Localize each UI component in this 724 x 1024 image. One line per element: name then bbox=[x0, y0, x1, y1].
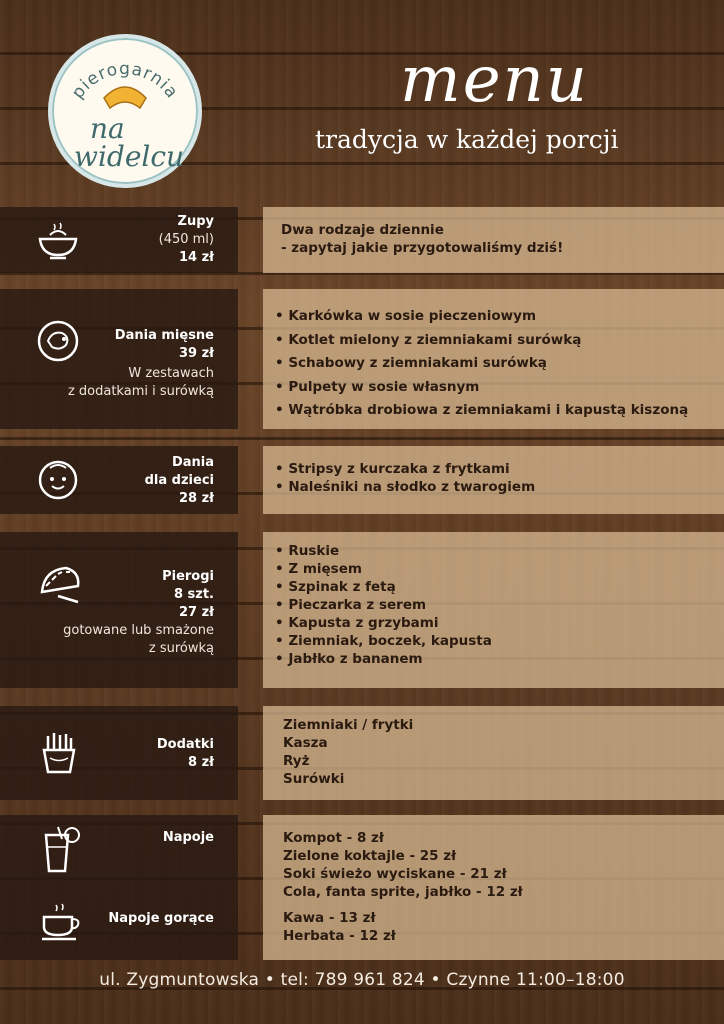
category-zupy bbox=[14, 213, 214, 267]
category-price: 27 zł bbox=[178, 605, 214, 620]
category-dzieci bbox=[14, 454, 214, 508]
item-list-dodatki bbox=[283, 716, 413, 788]
list-item: Soki świeżo wyciskane - 21 zł bbox=[283, 866, 507, 882]
list-item: Kasza bbox=[283, 735, 328, 751]
category-note: z dodatkami i surówką bbox=[67, 384, 214, 399]
list-item: • Szpinak z fetą bbox=[275, 579, 396, 595]
logo-dumpling-icon bbox=[104, 87, 146, 108]
category-napoje bbox=[14, 829, 214, 847]
category-price: 8 zł bbox=[188, 755, 214, 770]
category-price: 39 zł bbox=[178, 346, 214, 361]
section-label-panel-dzieci bbox=[0, 446, 238, 514]
list-item: • Ziemniak, boczek, kapusta bbox=[275, 633, 492, 649]
category-dodatki bbox=[14, 736, 214, 772]
logo-main-text-1: na bbox=[90, 112, 125, 145]
item-list-napoje bbox=[283, 829, 523, 901]
list-item: - zapytaj jakie przygotowaliśmy dziś! bbox=[281, 240, 564, 256]
list-item: • Naleśniki na słodko z twarogiem bbox=[275, 479, 536, 495]
section-label-panel-dodatki bbox=[0, 706, 238, 800]
list-item: Ziemniaki / frytki bbox=[283, 717, 414, 733]
logo-graphic bbox=[52, 38, 198, 184]
category-name: Pierogi bbox=[162, 569, 214, 584]
section-items-panel-pierogi bbox=[263, 532, 724, 688]
category-name: dla dzieci bbox=[144, 473, 214, 488]
list-item: Surówki bbox=[283, 771, 345, 787]
section-items-panel-napoje bbox=[263, 815, 724, 960]
category-portion: 8 szt. bbox=[173, 587, 214, 602]
list-item: Cola, fanta sprite, jabłko - 12 zł bbox=[283, 884, 523, 900]
footer-contact-info: ul. Zygmuntowska • tel: 789 961 824 • Czynne 11:00–18:00 bbox=[99, 970, 625, 990]
menu-title: menu bbox=[400, 43, 589, 117]
restaurant-logo bbox=[48, 34, 202, 188]
list-item: • Kapusta z grzybami bbox=[275, 615, 439, 631]
item-list-dania-miesne bbox=[275, 305, 688, 423]
list-item: • Wątróbka drobiowa z ziemniakami i kapustą kiszoną bbox=[275, 402, 689, 418]
section-label-panel-dania-miesne bbox=[0, 289, 238, 429]
list-item: • Pulpety w sosie własnym bbox=[275, 378, 480, 395]
list-item: Ryż bbox=[283, 753, 310, 769]
category-note: gotowane lub smażone bbox=[63, 623, 214, 638]
item-list-dzieci bbox=[275, 460, 535, 496]
category-note: z surówką bbox=[148, 641, 214, 656]
section-items-panel-dania-miesne bbox=[263, 289, 724, 429]
item-list-zupy bbox=[281, 221, 563, 257]
list-item: • Schabowy z ziemniakami surówką bbox=[275, 355, 547, 371]
list-item: Kawa - 13 zł bbox=[283, 910, 376, 926]
list-item: • Z mięsem bbox=[275, 561, 362, 577]
section-items-panel-dzieci bbox=[263, 446, 724, 514]
list-item: • Ruskie bbox=[275, 543, 340, 559]
category-name: Napoje bbox=[162, 830, 214, 845]
category-name: Napoje gorące bbox=[108, 911, 214, 926]
category-note: W zestawach bbox=[128, 366, 214, 381]
category-name: Dodatki bbox=[156, 737, 214, 752]
list-item: • Karkówka w sosie pieczeniowym bbox=[275, 308, 537, 324]
category-price: 14 zł bbox=[178, 250, 214, 265]
section-items-panel-dodatki bbox=[263, 706, 724, 800]
category-napoje-gorace bbox=[14, 910, 214, 928]
category-pierogi bbox=[14, 568, 214, 658]
list-item: • Stripsy z kurczaka z frytkami bbox=[275, 461, 510, 477]
category-name: Dania mięsne bbox=[114, 328, 214, 343]
logo-top-text: pierogarnia bbox=[67, 59, 183, 103]
list-item: Herbata - 12 zł bbox=[283, 928, 396, 944]
list-item: Zielone koktajle - 25 zł bbox=[283, 848, 457, 864]
category-price: 28 zł bbox=[178, 491, 214, 506]
list-item: • Jabłko z bananem bbox=[275, 651, 423, 667]
section-items-panel-zupy bbox=[263, 207, 724, 273]
category-name: Zupy bbox=[177, 214, 214, 229]
list-item: Kompot - 8 zł bbox=[283, 830, 384, 846]
logo-main-text-2: widelcu bbox=[74, 140, 185, 173]
section-label-panel-pierogi bbox=[0, 532, 238, 688]
menu-subtitle: tradycja w każdej porcji bbox=[315, 125, 619, 154]
list-item: • Pieczarka z serem bbox=[275, 597, 427, 613]
category-name: Dania bbox=[171, 455, 214, 470]
item-list-napoje-gorace bbox=[283, 909, 396, 945]
category-dania-miesne bbox=[14, 327, 214, 401]
list-item: • Kotlet mielony z ziemniakami surówką bbox=[275, 331, 582, 348]
section-label-panel-napoje bbox=[0, 815, 238, 960]
section-label-panel-zupy bbox=[0, 207, 238, 273]
list-item: Dwa rodzaje dziennie bbox=[281, 222, 444, 238]
item-list-pierogi bbox=[275, 542, 492, 668]
category-portion: (450 ml) bbox=[158, 232, 214, 247]
